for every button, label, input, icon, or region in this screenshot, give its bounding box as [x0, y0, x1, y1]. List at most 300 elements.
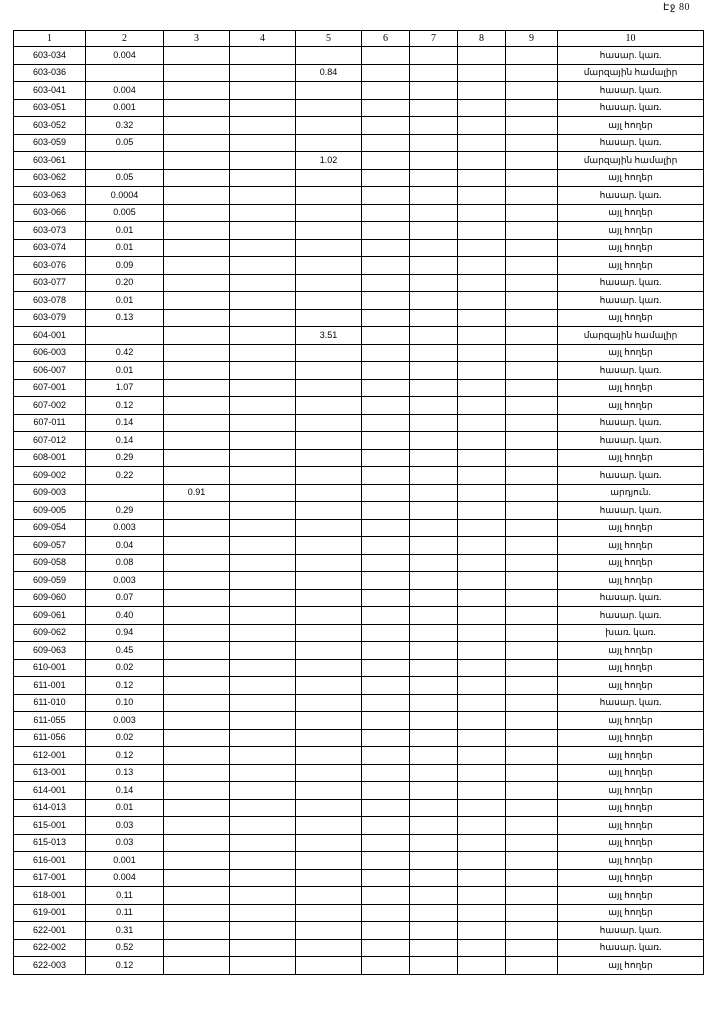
- cell-value-6: [362, 607, 410, 625]
- cell-value-5: [296, 239, 362, 257]
- cell-value-6: [362, 747, 410, 765]
- cell-parcel-code: 609-005: [14, 502, 86, 520]
- cell-value-3: [164, 432, 230, 450]
- cell-value-7: [410, 922, 458, 940]
- cell-land-use: հասար. կառ.: [558, 274, 704, 292]
- cell-value-7: [410, 169, 458, 187]
- cell-value-8: [458, 204, 506, 222]
- cell-land-use: հասար. կառ.: [558, 502, 704, 520]
- cell-value-7: [410, 187, 458, 205]
- cell-value-2: 0.12: [86, 957, 164, 975]
- cell-value-9: [506, 537, 558, 555]
- cell-value-7: [410, 659, 458, 677]
- cell-value-8: [458, 904, 506, 922]
- cell-value-9: [506, 47, 558, 65]
- table-row: [14, 82, 704, 100]
- cell-value-7: [410, 729, 458, 747]
- cell-value-8: [458, 152, 506, 170]
- cell-value-6: [362, 64, 410, 82]
- cell-value-5: [296, 852, 362, 870]
- table-row: [14, 957, 704, 975]
- cell-parcel-code: 619-001: [14, 904, 86, 922]
- cell-value-2: 0.005: [86, 204, 164, 222]
- column-header-8: 8: [458, 31, 506, 47]
- cell-value-9: [506, 432, 558, 450]
- cell-value-3: [164, 554, 230, 572]
- cell-value-9: [506, 309, 558, 327]
- cell-land-use: այլ հողեր: [558, 782, 704, 800]
- cell-value-9: [506, 747, 558, 765]
- cell-parcel-code: 618-001: [14, 887, 86, 905]
- cell-parcel-code: 607-012: [14, 432, 86, 450]
- table-row: [14, 362, 704, 380]
- cell-value-4: [230, 222, 296, 240]
- cell-value-2: 0.003: [86, 519, 164, 537]
- column-header-4: 4: [230, 31, 296, 47]
- cell-value-9: [506, 117, 558, 135]
- table-row: [14, 449, 704, 467]
- cell-value-8: [458, 659, 506, 677]
- cell-value-5: [296, 117, 362, 135]
- cell-value-8: [458, 484, 506, 502]
- cell-value-6: [362, 764, 410, 782]
- cell-value-8: [458, 922, 506, 940]
- cell-value-5: [296, 537, 362, 555]
- cell-value-4: [230, 939, 296, 957]
- cell-value-2: [86, 152, 164, 170]
- cell-value-4: [230, 519, 296, 537]
- cell-value-5: [296, 712, 362, 730]
- cell-value-3: [164, 659, 230, 677]
- cell-value-6: [362, 467, 410, 485]
- cell-value-9: [506, 782, 558, 800]
- cell-value-5: [296, 204, 362, 222]
- cell-value-3: [164, 904, 230, 922]
- cell-land-use: այլ հողեր: [558, 572, 704, 590]
- cell-parcel-code: 611-056: [14, 729, 86, 747]
- cell-parcel-code: 603-041: [14, 82, 86, 100]
- cell-value-8: [458, 274, 506, 292]
- cell-parcel-code: 610-001: [14, 659, 86, 677]
- cell-value-4: [230, 782, 296, 800]
- cell-value-3: [164, 537, 230, 555]
- cell-value-5: 1.02: [296, 152, 362, 170]
- cell-value-8: [458, 939, 506, 957]
- cell-value-6: [362, 222, 410, 240]
- cell-value-5: [296, 729, 362, 747]
- cell-value-4: [230, 362, 296, 380]
- cell-value-3: [164, 834, 230, 852]
- cell-value-3: [164, 922, 230, 940]
- page-number-label: Էջ 80: [662, 2, 690, 13]
- cell-land-use: այլ հողեր: [558, 397, 704, 415]
- cell-value-3: [164, 957, 230, 975]
- cell-value-3: 0.91: [164, 484, 230, 502]
- cell-value-6: [362, 152, 410, 170]
- cell-value-3: [164, 852, 230, 870]
- cell-land-use: հասար. կառ.: [558, 362, 704, 380]
- cell-value-6: [362, 379, 410, 397]
- cell-value-7: [410, 677, 458, 695]
- cell-value-3: [164, 519, 230, 537]
- cell-value-3: [164, 869, 230, 887]
- cell-value-7: [410, 47, 458, 65]
- table-row: [14, 117, 704, 135]
- cell-value-8: [458, 589, 506, 607]
- cell-value-6: [362, 362, 410, 380]
- table-row: [14, 292, 704, 310]
- cell-value-5: [296, 957, 362, 975]
- cell-value-9: [506, 694, 558, 712]
- cell-value-6: [362, 99, 410, 117]
- cell-value-6: [362, 922, 410, 940]
- cell-value-9: [506, 712, 558, 730]
- cell-value-3: [164, 309, 230, 327]
- cell-value-3: [164, 449, 230, 467]
- cell-land-use: հասար. կառ.: [558, 922, 704, 940]
- cell-land-use: մարզային համալիր: [558, 327, 704, 345]
- cell-value-5: [296, 642, 362, 660]
- cell-parcel-code: 617-001: [14, 869, 86, 887]
- cell-value-8: [458, 117, 506, 135]
- cell-value-9: [506, 82, 558, 100]
- cell-value-6: [362, 239, 410, 257]
- cell-land-use: այլ հողեր: [558, 747, 704, 765]
- table-row: [14, 484, 704, 502]
- cell-value-8: [458, 834, 506, 852]
- cell-value-4: [230, 467, 296, 485]
- cell-value-4: [230, 694, 296, 712]
- cell-value-4: [230, 117, 296, 135]
- cell-value-9: [506, 519, 558, 537]
- cell-parcel-code: 609-003: [14, 484, 86, 502]
- cell-value-5: [296, 677, 362, 695]
- cell-parcel-code: 615-001: [14, 817, 86, 835]
- cell-value-5: [296, 922, 362, 940]
- cell-value-5: [296, 887, 362, 905]
- cell-value-3: [164, 274, 230, 292]
- table-row: [14, 782, 704, 800]
- cell-value-6: [362, 729, 410, 747]
- cell-value-5: [296, 292, 362, 310]
- cell-value-6: [362, 169, 410, 187]
- cell-value-9: [506, 659, 558, 677]
- cell-value-3: [164, 134, 230, 152]
- cell-value-9: [506, 414, 558, 432]
- cell-value-2: 0.08: [86, 554, 164, 572]
- cell-value-9: [506, 957, 558, 975]
- cell-value-4: [230, 869, 296, 887]
- cell-value-9: [506, 624, 558, 642]
- table-row: [14, 467, 704, 485]
- cell-value-2: 0.04: [86, 537, 164, 555]
- cell-parcel-code: 615-013: [14, 834, 86, 852]
- cell-parcel-code: 607-011: [14, 414, 86, 432]
- cell-land-use: այլ հողեր: [558, 309, 704, 327]
- cell-value-5: [296, 274, 362, 292]
- cell-land-use: այլ հողեր: [558, 729, 704, 747]
- cell-parcel-code: 611-001: [14, 677, 86, 695]
- cell-parcel-code: 603-062: [14, 169, 86, 187]
- cell-value-4: [230, 642, 296, 660]
- cell-value-6: [362, 134, 410, 152]
- cell-land-use: այլ հողեր: [558, 764, 704, 782]
- cell-land-use: հասար. կառ.: [558, 47, 704, 65]
- cell-value-9: [506, 257, 558, 275]
- table-row: [14, 922, 704, 940]
- cell-land-use: մարզային համալիր: [558, 64, 704, 82]
- cell-value-6: [362, 397, 410, 415]
- cell-value-6: [362, 257, 410, 275]
- cell-value-5: [296, 134, 362, 152]
- cell-value-9: [506, 834, 558, 852]
- table-row: [14, 379, 704, 397]
- cell-parcel-code: 609-058: [14, 554, 86, 572]
- cell-value-4: [230, 659, 296, 677]
- cell-value-6: [362, 589, 410, 607]
- cell-value-5: [296, 817, 362, 835]
- table-row: [14, 169, 704, 187]
- cell-value-8: [458, 467, 506, 485]
- cell-land-use: այլ հողեր: [558, 257, 704, 275]
- cell-value-7: [410, 484, 458, 502]
- cell-value-5: [296, 169, 362, 187]
- cell-value-7: [410, 309, 458, 327]
- cell-value-2: [86, 64, 164, 82]
- table-row: [14, 817, 704, 835]
- cell-value-9: [506, 729, 558, 747]
- cell-value-4: [230, 379, 296, 397]
- cell-value-7: [410, 852, 458, 870]
- cell-value-4: [230, 257, 296, 275]
- cell-value-9: [506, 397, 558, 415]
- table-row: [14, 659, 704, 677]
- cell-value-4: [230, 99, 296, 117]
- cell-value-9: [506, 344, 558, 362]
- cell-land-use: այլ հողեր: [558, 554, 704, 572]
- table-row: [14, 502, 704, 520]
- cell-value-6: [362, 432, 410, 450]
- cell-value-9: [506, 484, 558, 502]
- cell-value-7: [410, 344, 458, 362]
- cell-value-9: [506, 169, 558, 187]
- cell-value-4: [230, 852, 296, 870]
- cell-value-7: [410, 362, 458, 380]
- cell-value-3: [164, 502, 230, 520]
- cell-land-use: այլ հողեր: [558, 659, 704, 677]
- cell-value-3: [164, 712, 230, 730]
- cell-parcel-code: 613-001: [14, 764, 86, 782]
- cell-value-4: [230, 414, 296, 432]
- cell-land-use: այլ հողեր: [558, 799, 704, 817]
- cell-land-use: հասար. կառ.: [558, 467, 704, 485]
- cell-value-3: [164, 117, 230, 135]
- cell-value-7: [410, 939, 458, 957]
- cell-value-8: [458, 169, 506, 187]
- cell-land-use: մարզային համալիր: [558, 152, 704, 170]
- table-row: [14, 257, 704, 275]
- cell-value-6: [362, 572, 410, 590]
- table-row: [14, 344, 704, 362]
- cell-value-6: [362, 554, 410, 572]
- cell-value-7: [410, 274, 458, 292]
- column-header-1: 1: [14, 31, 86, 47]
- cell-parcel-code: 614-001: [14, 782, 86, 800]
- cell-parcel-code: 603-061: [14, 152, 86, 170]
- cell-parcel-code: 604-001: [14, 327, 86, 345]
- cell-value-7: [410, 782, 458, 800]
- cell-value-5: [296, 659, 362, 677]
- cell-value-4: [230, 922, 296, 940]
- cell-value-2: 0.14: [86, 432, 164, 450]
- table-row: [14, 799, 704, 817]
- cell-value-6: [362, 834, 410, 852]
- cell-value-5: [296, 362, 362, 380]
- cell-value-7: [410, 204, 458, 222]
- cell-value-6: [362, 187, 410, 205]
- cell-value-3: [164, 362, 230, 380]
- table-row: [14, 607, 704, 625]
- table-row: [14, 712, 704, 730]
- cell-value-6: [362, 327, 410, 345]
- cell-value-3: [164, 379, 230, 397]
- cell-value-8: [458, 99, 506, 117]
- cell-value-2: 0.004: [86, 47, 164, 65]
- cell-value-2: 0.02: [86, 659, 164, 677]
- cell-parcel-code: 611-010: [14, 694, 86, 712]
- cell-parcel-code: 603-052: [14, 117, 86, 135]
- cell-land-use: այլ հողեր: [558, 222, 704, 240]
- cell-value-2: 0.20: [86, 274, 164, 292]
- table-row: [14, 432, 704, 450]
- cell-value-8: [458, 362, 506, 380]
- table-row: [14, 764, 704, 782]
- cell-value-2: 0.05: [86, 134, 164, 152]
- cell-value-6: [362, 204, 410, 222]
- cell-value-8: [458, 572, 506, 590]
- cell-value-7: [410, 222, 458, 240]
- cell-value-5: [296, 834, 362, 852]
- cell-value-5: [296, 694, 362, 712]
- cell-value-2: 0.29: [86, 449, 164, 467]
- cell-land-use: հասար. կառ.: [558, 292, 704, 310]
- cell-parcel-code: 603-063: [14, 187, 86, 205]
- cell-land-use: այլ հողեր: [558, 449, 704, 467]
- cell-value-3: [164, 47, 230, 65]
- table-row: [14, 694, 704, 712]
- cell-value-6: [362, 502, 410, 520]
- cell-value-5: [296, 589, 362, 607]
- cell-parcel-code: 603-066: [14, 204, 86, 222]
- cell-value-4: [230, 327, 296, 345]
- cell-value-6: [362, 852, 410, 870]
- cell-value-3: [164, 169, 230, 187]
- table-row: [14, 397, 704, 415]
- cell-value-5: [296, 467, 362, 485]
- table-row: [14, 274, 704, 292]
- cell-value-3: [164, 99, 230, 117]
- cell-value-5: [296, 99, 362, 117]
- cell-parcel-code: 603-074: [14, 239, 86, 257]
- cell-value-2: 0.001: [86, 852, 164, 870]
- cell-land-use: հասար. կառ.: [558, 607, 704, 625]
- cell-land-use: հասար. կառ.: [558, 432, 704, 450]
- cell-value-4: [230, 432, 296, 450]
- cell-value-5: [296, 869, 362, 887]
- cell-value-8: [458, 397, 506, 415]
- cell-value-6: [362, 659, 410, 677]
- cell-land-use: հասար. կառ.: [558, 134, 704, 152]
- table-row: [14, 589, 704, 607]
- cell-value-2: 0.42: [86, 344, 164, 362]
- cell-value-7: [410, 572, 458, 590]
- cell-value-3: [164, 292, 230, 310]
- cell-value-4: [230, 64, 296, 82]
- cell-value-7: [410, 64, 458, 82]
- cell-value-8: [458, 607, 506, 625]
- cell-value-9: [506, 379, 558, 397]
- column-header-7: 7: [410, 31, 458, 47]
- cell-value-6: [362, 642, 410, 660]
- cell-value-7: [410, 327, 458, 345]
- cell-value-2: 0.10: [86, 694, 164, 712]
- cell-value-9: [506, 869, 558, 887]
- cell-value-4: [230, 607, 296, 625]
- table-row: [14, 852, 704, 870]
- table-row: [14, 887, 704, 905]
- cell-value-9: [506, 64, 558, 82]
- cell-value-2: 0.12: [86, 747, 164, 765]
- cell-parcel-code: 606-007: [14, 362, 86, 380]
- cell-value-4: [230, 572, 296, 590]
- cell-land-use: այլ հողեր: [558, 904, 704, 922]
- cell-value-3: [164, 572, 230, 590]
- table-row: [14, 834, 704, 852]
- cell-value-2: 0.003: [86, 572, 164, 590]
- cell-value-6: [362, 957, 410, 975]
- cell-value-9: [506, 204, 558, 222]
- cell-value-3: [164, 624, 230, 642]
- cell-value-2: 0.03: [86, 834, 164, 852]
- cell-value-7: [410, 82, 458, 100]
- table-body: [14, 47, 704, 975]
- cell-value-8: [458, 519, 506, 537]
- cell-value-9: [506, 274, 558, 292]
- cell-value-3: [164, 204, 230, 222]
- cell-value-5: [296, 782, 362, 800]
- cell-value-4: [230, 484, 296, 502]
- cell-land-use: այլ հողեր: [558, 869, 704, 887]
- cell-parcel-code: 616-001: [14, 852, 86, 870]
- cell-land-use: այլ հողեր: [558, 642, 704, 660]
- cell-value-2: 0.01: [86, 362, 164, 380]
- table-row: [14, 47, 704, 65]
- cell-land-use: խառ. կառ.: [558, 624, 704, 642]
- cell-value-3: [164, 694, 230, 712]
- cell-value-4: [230, 537, 296, 555]
- cell-value-4: [230, 239, 296, 257]
- cell-value-5: [296, 397, 362, 415]
- table-row: [14, 939, 704, 957]
- cell-value-4: [230, 344, 296, 362]
- cell-value-2: 0.52: [86, 939, 164, 957]
- cell-value-2: 0.13: [86, 309, 164, 327]
- cell-value-5: 0.84: [296, 64, 362, 82]
- cell-value-9: [506, 607, 558, 625]
- cell-value-7: [410, 239, 458, 257]
- cell-value-2: 0.40: [86, 607, 164, 625]
- cell-value-8: [458, 642, 506, 660]
